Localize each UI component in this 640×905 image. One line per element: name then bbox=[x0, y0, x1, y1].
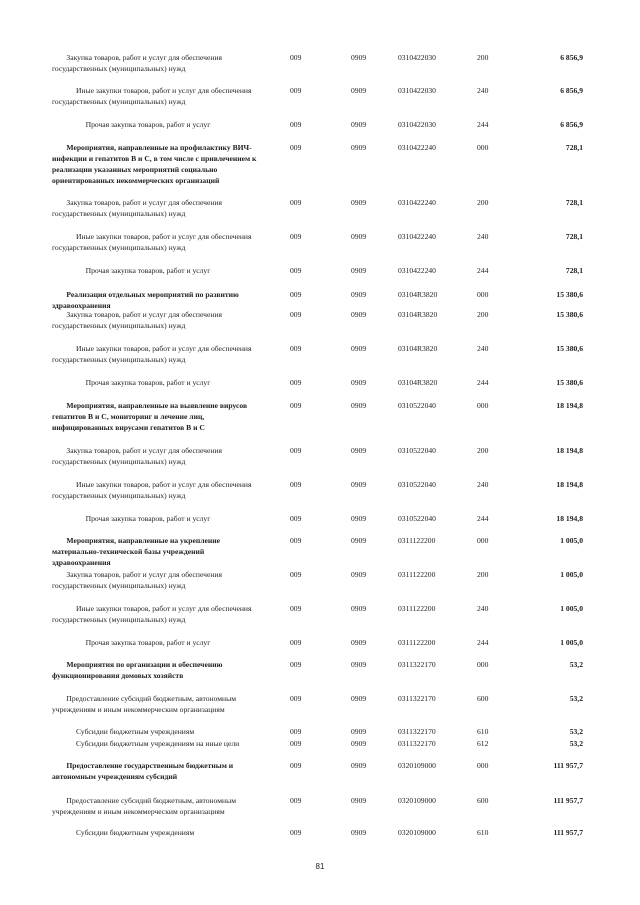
row-c2: 0909 bbox=[351, 480, 367, 489]
row-c3: 0320109000 bbox=[398, 796, 436, 805]
row-c1: 009 bbox=[290, 266, 302, 275]
row-c1: 009 bbox=[290, 570, 302, 579]
row-c4: 200 bbox=[477, 446, 489, 455]
row-c2: 0909 bbox=[351, 344, 367, 353]
row-name: Субсидии бюджетным учреждениям на иные цели bbox=[76, 739, 240, 748]
row-name: Прочая закупка товаров, работ и услуг bbox=[85, 514, 211, 523]
row-c5: 18 194,8 bbox=[556, 480, 583, 489]
row-c4: 000 bbox=[477, 761, 489, 770]
row-name: Прочая закупка товаров, работ и услуг bbox=[85, 378, 211, 387]
row-c3: 0311122200 bbox=[398, 604, 436, 613]
row-c2: 0909 bbox=[351, 828, 367, 837]
row-c5: 53,2 bbox=[569, 727, 583, 736]
row-c3: 0311322170 bbox=[398, 660, 436, 669]
row-name: Мероприятия по организации и обеспечению функционирования домовых хозяйств bbox=[52, 660, 223, 680]
row-c4: 244 bbox=[477, 266, 489, 275]
row-name: Субсидии бюджетным учреждениям bbox=[76, 727, 195, 736]
row-c2: 0909 bbox=[351, 86, 367, 95]
row-c4: 600 bbox=[477, 694, 489, 703]
row-c5: 728,1 bbox=[565, 143, 583, 152]
row-c4: 240 bbox=[477, 480, 489, 489]
row-c4: 240 bbox=[477, 86, 489, 95]
row-c1: 009 bbox=[290, 446, 302, 455]
row-name: Предоставление государственным бюджетным и автономным учреждениям субсидий bbox=[52, 761, 234, 781]
page-number: 81 bbox=[315, 862, 325, 871]
row-c2: 0909 bbox=[351, 739, 367, 748]
row-c5: 111 957,7 bbox=[553, 796, 583, 805]
row-c4: 000 bbox=[477, 143, 489, 152]
row-c1: 009 bbox=[290, 310, 302, 319]
row-c2: 0909 bbox=[351, 143, 367, 152]
row-c2: 0909 bbox=[351, 198, 367, 207]
row-name: Иные закупки товаров, работ и услуг для обеспечения государственных (муниципальных) нужд bbox=[52, 86, 252, 106]
row-c2: 0909 bbox=[351, 266, 367, 275]
row-c2: 0909 bbox=[351, 604, 367, 613]
row-c3: 0311322170 bbox=[398, 739, 436, 748]
row-c3: 0310422240 bbox=[398, 266, 436, 275]
row-c3: 0310522040 bbox=[398, 446, 436, 455]
row-c4: 610 bbox=[477, 828, 489, 837]
row-c2: 0909 bbox=[351, 290, 367, 299]
row-c4: 610 bbox=[477, 727, 489, 736]
row-c3: 0320109000 bbox=[398, 761, 436, 770]
row-name: Мероприятия, направленные на выявление вирусов гепатитов В и С, мониторинг и лечение лиц, инфицированных вирусами гепатитов В и С bbox=[52, 401, 248, 432]
row-c3: 0310522040 bbox=[398, 514, 436, 523]
row-c1: 009 bbox=[290, 694, 302, 703]
row-c4: 240 bbox=[477, 232, 489, 241]
row-c1: 009 bbox=[290, 53, 302, 62]
row-c5: 1 005,0 bbox=[560, 638, 583, 647]
row-c1: 009 bbox=[290, 120, 302, 129]
row-c3: 0311122200 bbox=[398, 536, 436, 545]
row-c2: 0909 bbox=[351, 761, 367, 770]
row-name: Субсидии бюджетным учреждениям bbox=[76, 828, 195, 837]
row-c4: 240 bbox=[477, 344, 489, 353]
row-c3: 03104R3820 bbox=[398, 378, 438, 387]
row-c4: 000 bbox=[477, 290, 489, 299]
row-c1: 009 bbox=[290, 727, 302, 736]
row-name: Закупка товаров, работ и услуг для обеспечения государственных (муниципальных) нужд bbox=[52, 310, 222, 330]
row-c1: 009 bbox=[290, 828, 302, 837]
row-c2: 0909 bbox=[351, 570, 367, 579]
row-c1: 009 bbox=[290, 401, 302, 410]
row-c4: 000 bbox=[477, 401, 489, 410]
row-c4: 200 bbox=[477, 570, 489, 579]
row-c1: 009 bbox=[290, 796, 302, 805]
row-c3: 0311122200 bbox=[398, 638, 436, 647]
row-c4: 244 bbox=[477, 120, 489, 129]
row-c2: 0909 bbox=[351, 660, 367, 669]
row-c3: 0310422240 bbox=[398, 143, 436, 152]
row-c3: 0311122200 bbox=[398, 570, 436, 579]
row-c1: 009 bbox=[290, 143, 302, 152]
row-c3: 03104R3820 bbox=[398, 290, 438, 299]
row-c5: 53,2 bbox=[569, 694, 583, 703]
row-c2: 0909 bbox=[351, 694, 367, 703]
row-c1: 009 bbox=[290, 198, 302, 207]
row-c5: 18 194,8 bbox=[556, 514, 583, 523]
row-c5: 728,1 bbox=[565, 266, 583, 275]
row-c4: 200 bbox=[477, 198, 489, 207]
row-c5: 15 380,6 bbox=[556, 310, 583, 319]
row-c1: 009 bbox=[290, 514, 302, 523]
row-c5: 728,1 bbox=[565, 232, 583, 241]
row-name: Иные закупки товаров, работ и услуг для обеспечения государственных (муниципальных) нужд bbox=[52, 232, 252, 252]
row-c5: 111 957,7 bbox=[553, 828, 583, 837]
row-c5: 53,2 bbox=[569, 739, 583, 748]
row-c5: 15 380,6 bbox=[556, 378, 583, 387]
row-c4: 240 bbox=[477, 604, 489, 613]
row-c3: 0311322170 bbox=[398, 727, 436, 736]
row-c3: 0320109000 bbox=[398, 828, 436, 837]
row-name: Закупка товаров, работ и услуг для обеспечения государственных (муниципальных) нужд bbox=[52, 53, 222, 73]
row-c3: 0310522040 bbox=[398, 480, 436, 489]
row-name: Мероприятия, направленные на профилактику ВИЧ-инфекции и гепатитов В и С, в том числе с привлечением к реализации указанных мероприятий социально ориентированных некоммерческих организаций bbox=[52, 143, 257, 185]
row-c5: 15 380,6 bbox=[556, 290, 583, 299]
row-c4: 000 bbox=[477, 660, 489, 669]
row-c4: 200 bbox=[477, 310, 489, 319]
row-c2: 0909 bbox=[351, 53, 367, 62]
row-c1: 009 bbox=[290, 604, 302, 613]
row-c1: 009 bbox=[290, 638, 302, 647]
row-name: Прочая закупка товаров, работ и услуг bbox=[85, 120, 211, 129]
row-c5: 18 194,8 bbox=[556, 401, 583, 410]
row-c3: 03104R3820 bbox=[398, 344, 438, 353]
row-name: Мероприятия, направленные на укрепление материально-технической базы учреждений здравоохранения bbox=[52, 536, 220, 567]
row-name: Реализация отдельных мероприятий по развитию здравоохранения bbox=[52, 290, 239, 310]
row-c1: 009 bbox=[290, 536, 302, 545]
row-c3: 0310522040 bbox=[398, 401, 436, 410]
row-name: Иные закупки товаров, работ и услуг для обеспечения государственных (муниципальных) нужд bbox=[52, 344, 252, 364]
row-c5: 6 856,9 bbox=[560, 86, 583, 95]
row-c5: 18 194,8 bbox=[556, 446, 583, 455]
row-c2: 0909 bbox=[351, 120, 367, 129]
row-c1: 009 bbox=[290, 344, 302, 353]
row-c5: 1 005,0 bbox=[560, 604, 583, 613]
row-name: Иные закупки товаров, работ и услуг для обеспечения государственных (муниципальных) нужд bbox=[52, 480, 252, 500]
row-c5: 15 380,6 bbox=[556, 344, 583, 353]
row-c4: 244 bbox=[477, 638, 489, 647]
row-c2: 0909 bbox=[351, 232, 367, 241]
row-c2: 0909 bbox=[351, 727, 367, 736]
row-name: Предоставление субсидий бюджетным, автономным учреждениям и иным некоммерческим организациям bbox=[52, 694, 237, 714]
row-name: Закупка товаров, работ и услуг для обеспечения государственных (муниципальных) нужд bbox=[52, 198, 222, 218]
row-c3: 0310422030 bbox=[398, 53, 436, 62]
row-c5: 6 856,9 bbox=[560, 120, 583, 129]
row-name: Прочая закупка товаров, работ и услуг bbox=[85, 266, 211, 275]
row-c1: 009 bbox=[290, 660, 302, 669]
row-c3: 0310422030 bbox=[398, 86, 436, 95]
row-c2: 0909 bbox=[351, 401, 367, 410]
row-c1: 009 bbox=[290, 232, 302, 241]
row-name: Закупка товаров, работ и услуг для обеспечения государственных (муниципальных) нужд bbox=[52, 570, 222, 590]
row-c4: 000 bbox=[477, 536, 489, 545]
row-name: Предоставление субсидий бюджетным, автономным учреждениям и иным некоммерческим организациям bbox=[52, 796, 237, 816]
row-c4: 612 bbox=[477, 739, 489, 748]
row-c1: 009 bbox=[290, 761, 302, 770]
row-c2: 0909 bbox=[351, 378, 367, 387]
row-c3: 0310422030 bbox=[398, 120, 436, 129]
row-c4: 244 bbox=[477, 514, 489, 523]
row-c1: 009 bbox=[290, 290, 302, 299]
row-c5: 6 856,9 bbox=[560, 53, 583, 62]
row-name: Прочая закупка товаров, работ и услуг bbox=[85, 638, 211, 647]
row-c4: 200 bbox=[477, 53, 489, 62]
row-c5: 1 005,0 bbox=[560, 570, 583, 579]
row-c1: 009 bbox=[290, 378, 302, 387]
row-name: Закупка товаров, работ и услуг для обеспечения государственных (муниципальных) нужд bbox=[52, 446, 222, 466]
row-c2: 0909 bbox=[351, 310, 367, 319]
row-c5: 111 957,7 bbox=[553, 761, 583, 770]
row-c2: 0909 bbox=[351, 638, 367, 647]
row-c4: 244 bbox=[477, 378, 489, 387]
row-c2: 0909 bbox=[351, 446, 367, 455]
row-c2: 0909 bbox=[351, 514, 367, 523]
row-c2: 0909 bbox=[351, 536, 367, 545]
row-c5: 1 005,0 bbox=[560, 536, 583, 545]
row-c3: 0311322170 bbox=[398, 694, 436, 703]
row-c3: 0310422240 bbox=[398, 198, 436, 207]
row-c1: 009 bbox=[290, 480, 302, 489]
row-c5: 53,2 bbox=[569, 660, 583, 669]
row-c1: 009 bbox=[290, 86, 302, 95]
row-c2: 0909 bbox=[351, 796, 367, 805]
row-c3: 0310422240 bbox=[398, 232, 436, 241]
row-name: Иные закупки товаров, работ и услуг для обеспечения государственных (муниципальных) нужд bbox=[52, 604, 252, 624]
row-c3: 03104R3820 bbox=[398, 310, 438, 319]
row-c4: 600 bbox=[477, 796, 489, 805]
row-c1: 009 bbox=[290, 739, 302, 748]
row-c5: 728,1 bbox=[565, 198, 583, 207]
